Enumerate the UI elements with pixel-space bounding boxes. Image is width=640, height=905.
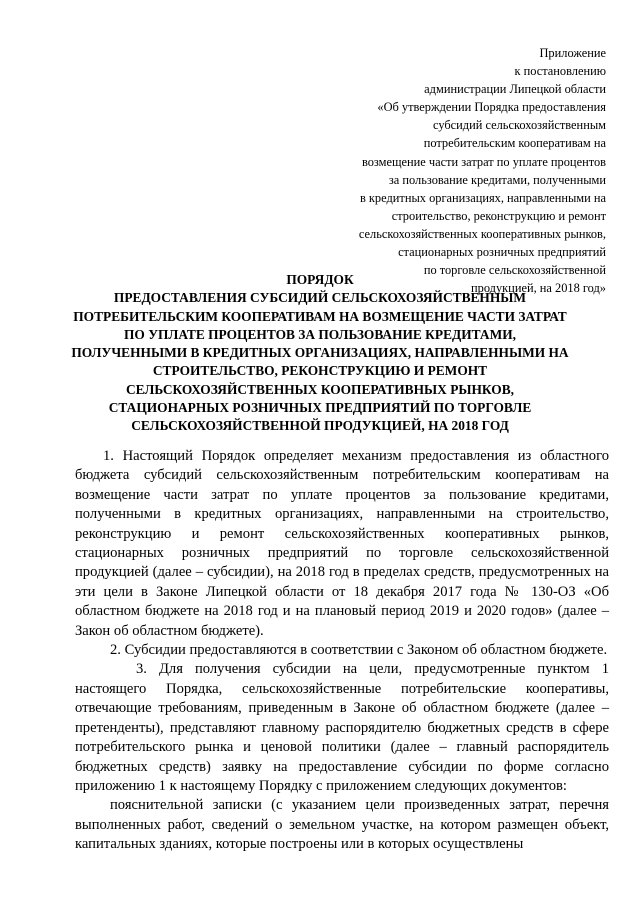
document-title [40, 271, 600, 436]
appendix-line: стационарных розничных предприятий [398, 245, 606, 260]
appendix-line: субсидий сельскохозяйственным [433, 118, 606, 133]
appendix-header [276, 44, 606, 297]
appendix-line: в кредитных организациях, направленными на [359, 190, 606, 205]
title-line: СТАЦИОНАРНЫХ РОЗНИЧНЫХ ПРЕДПРИЯТИЙ ПО ТОРГОВЛЕ [108, 400, 532, 416]
title-line: СЕЛЬСКОХОЗЯЙСТВЕННОЙ ПРОДУКЦИЕЙ, НА 2018 ГОД [131, 418, 509, 434]
appendix-line: к постановлению [514, 64, 606, 79]
title-line: ПОТРЕБИТЕЛЬСКИМ КООПЕРАТИВАМ НА ВОЗМЕЩЕНИЕ ЧАСТИ ЗАТРАТ [73, 308, 567, 324]
title-line: СЕЛЬСКОХОЗЯЙСТВЕННЫХ КООПЕРАТИВНЫХ РЫНКОВ, [125, 381, 515, 397]
document-body [75, 447, 609, 855]
appendix-line: за пользование кредитами, полученными [388, 172, 606, 187]
appendix-line: сельскохозяйственных кооперативных рынков, [358, 226, 606, 241]
paragraph-2: 2. Субсидии предоставляются в соответствии с Законом об областном бюджете. [110, 642, 608, 659]
title-line: ПОРЯДОК [286, 272, 354, 287]
appendix-line: администрации Липецкой области [424, 82, 606, 97]
title-line: ПО УПЛАТЕ ПРОЦЕНТОВ ЗА ПОЛЬЗОВАНИЕ КРЕДИТАМИ, [124, 326, 516, 342]
appendix-line: потребительским кооперативам на [423, 136, 606, 151]
paragraph-1: 1. Настоящий Порядок определяет механизм предоставления из областного бюджета субсидий сельскохозяйственным потребительским кооперативам на возмещение части затрат по уплате процентов за пользование кредитами, полученными в кредитных организациях, направленными на строительство, реконструкцию и ремонт сельскохозяйственных кооперативных рынков, стационарных розничных предприятий по торговле сельскохозяйственной продукцией (далее – субсидии), на 2018 год в пределах средств, предусмотренных на эти цели в Законе Липецкой области от 18 декабря 2017 года № 130-ОЗ «Об областном бюджете на 2018 год и на плановый период 2019 и 2020 годов» (далее – Закон об областном бюджете). [75, 448, 609, 639]
paragraph-4: пояснительной записки (с указанием цели произведенных затрат, перечня выполненных работ, сведений о земельном участке, на котором размещен объект, капитальных зданиях, которые построены или в которых осуществлены [75, 797, 609, 853]
appendix-line: Приложение [539, 46, 606, 60]
appendix-line: строительство, реконструкцию и ремонт [391, 208, 606, 223]
paragraph-3: 3. Для получения субсидии на цели, предусмотренные пунктом 1 настоящего Порядка, сельскохозяйственные потребительские кооперативы, отвечающие требованиям, приведенным в Законе об областном бюджете (далее – претенденты), представляют главному распорядителю бюджетных средств в сфере потребительского рынка и ценовой политики (далее – главный распорядитель бюджетных средств) заявку на предоставление субсидии по форме согласно приложению 1 к настоящему Порядку с приложением следующих документов: [75, 661, 609, 794]
appendix-line: продукцией, на 2018 год» [471, 281, 606, 296]
appendix-line: «Об утверждении Порядка предоставления [377, 100, 606, 115]
title-line: СТРОИТЕЛЬСТВО, РЕКОНСТРУКЦИЮ И РЕМОНТ [152, 363, 488, 379]
title-line: ПРЕДОСТАВЛЕНИЯ СУБСИДИЙ СЕЛЬСКОХОЗЯЙСТВЕННЫМ [113, 290, 527, 306]
title-line: ПОЛУЧЕННЫМИ В КРЕДИТНЫХ ОРГАНИЗАЦИЯХ, НАПРАВЛЕННЫМИ НА [71, 345, 569, 361]
appendix-line: возмещение части затрат по уплате процентов [361, 154, 606, 169]
appendix-line: по торговле сельскохозяйственной [423, 263, 606, 278]
